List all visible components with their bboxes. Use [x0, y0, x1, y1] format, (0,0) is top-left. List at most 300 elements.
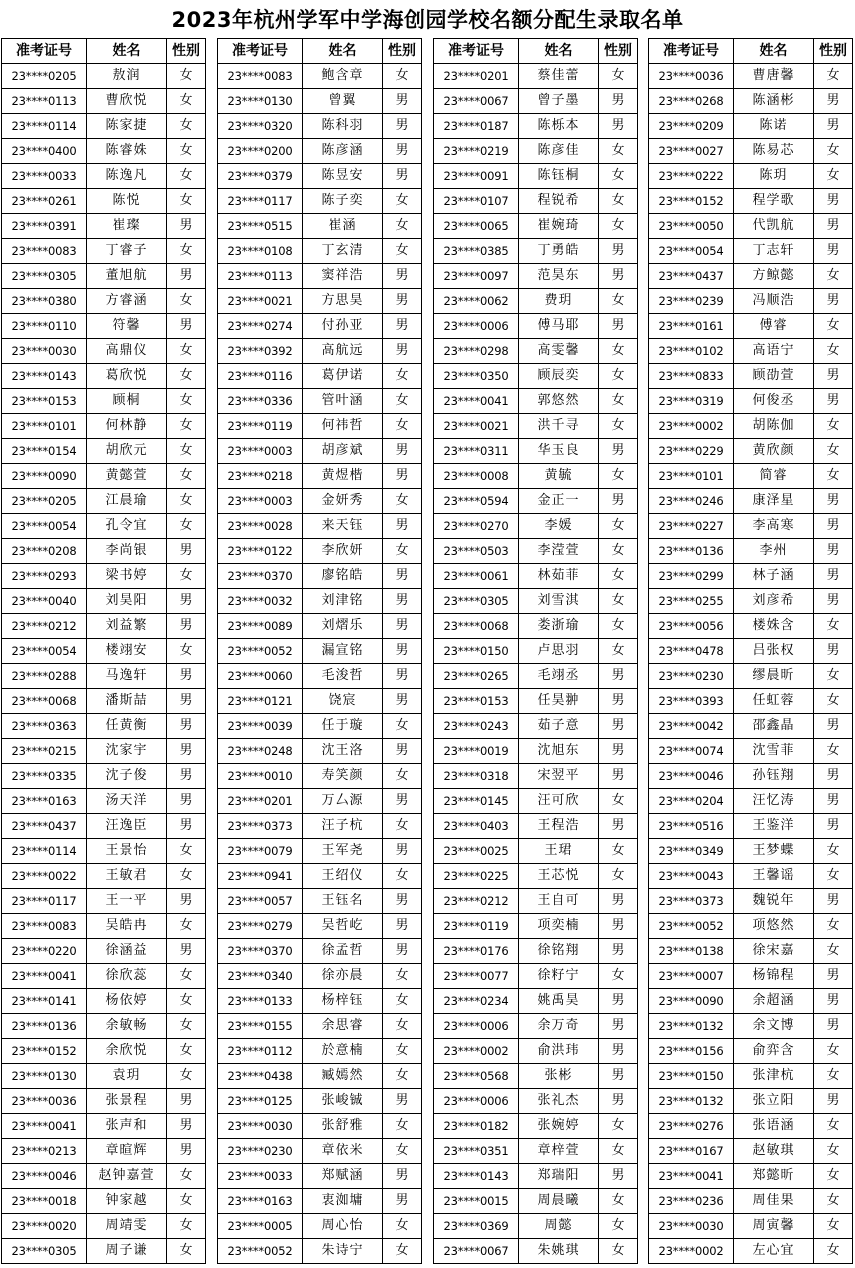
- gender-cell: 男: [814, 564, 853, 589]
- exam-id-cell: 23****0032: [218, 589, 303, 614]
- page-title: 2023年杭州学军中学海创园学校名额分配生录取名单: [171, 8, 684, 32]
- table-row: [2, 364, 206, 389]
- exam-id-cell: 23****0141: [2, 989, 87, 1014]
- exam-id-cell: 23****0594: [434, 489, 519, 514]
- table-row: [649, 89, 853, 114]
- exam-id-cell: 23****0054: [649, 239, 734, 264]
- student-name-cell: 符馨: [87, 314, 167, 339]
- gender-cell: 女: [167, 1239, 206, 1264]
- student-name-cell: 李媛: [519, 514, 599, 539]
- gender-cell: 男: [383, 1189, 422, 1214]
- table-row: [218, 764, 422, 789]
- exam-id-cell: 23****0320: [218, 114, 303, 139]
- gender-cell: 女: [167, 514, 206, 539]
- gender-cell: 男: [599, 114, 638, 139]
- gender-cell: 女: [814, 1139, 853, 1164]
- gender-cell: 男: [167, 264, 206, 289]
- student-name-cell: 俞洪玮: [519, 1039, 599, 1064]
- student-name-cell: 管叶涵: [303, 389, 383, 414]
- gender-cell: 男: [599, 239, 638, 264]
- student-name-cell: 刘熠乐: [303, 614, 383, 639]
- gender-cell: 男: [167, 314, 206, 339]
- table-row: [434, 464, 638, 489]
- student-name-cell: 程学歌: [734, 189, 814, 214]
- exam-id-cell: 23****0227: [649, 514, 734, 539]
- exam-id-cell: 23****0138: [649, 939, 734, 964]
- table-row: [2, 1089, 206, 1114]
- student-name-cell: 陈科羽: [303, 114, 383, 139]
- student-name-cell: 蔡佳蕾: [519, 64, 599, 89]
- student-name-cell: 廖铭皓: [303, 564, 383, 589]
- exam-id-cell: 23****0119: [218, 414, 303, 439]
- gender-cell: 男: [814, 389, 853, 414]
- exam-id-cell: 23****0403: [434, 814, 519, 839]
- table-row: [2, 114, 206, 139]
- table-row: [218, 139, 422, 164]
- table-row: [649, 1039, 853, 1064]
- gender-cell: 男: [599, 264, 638, 289]
- gender-cell: 女: [814, 864, 853, 889]
- gender-cell: 女: [167, 1039, 206, 1064]
- table-row: [434, 764, 638, 789]
- exam-id-cell: 23****0145: [434, 789, 519, 814]
- gender-cell: 女: [383, 864, 422, 889]
- exam-id-cell: 23****0107: [434, 189, 519, 214]
- gender-cell: 男: [167, 614, 206, 639]
- table-header-row: [649, 39, 853, 64]
- exam-id-cell: 23****0279: [218, 914, 303, 939]
- student-name-cell: 顾桐: [87, 389, 167, 414]
- table-row: [649, 664, 853, 689]
- student-name-cell: 丁勇皓: [519, 239, 599, 264]
- student-name-cell: 饶宸: [303, 689, 383, 714]
- table-row: [649, 689, 853, 714]
- exam-id-cell: 23****0050: [649, 214, 734, 239]
- exam-id-cell: 23****0022: [2, 864, 87, 889]
- exam-id-cell: 23****0027: [649, 139, 734, 164]
- exam-id-cell: 23****0042: [649, 714, 734, 739]
- exam-id-cell: 23****0020: [2, 1214, 87, 1239]
- student-name-cell: 傅马耶: [519, 314, 599, 339]
- exam-id-cell: 23****0010: [218, 764, 303, 789]
- table-row: [2, 514, 206, 539]
- gender-cell: 男: [814, 714, 853, 739]
- student-name-cell: 周靖雯: [87, 1214, 167, 1239]
- gender-cell: 女: [383, 414, 422, 439]
- exam-id-cell: 23****0234: [434, 989, 519, 1014]
- student-name-cell: 俞弈含: [734, 1039, 814, 1064]
- student-name-cell: 曾翼: [303, 89, 383, 114]
- table-row: [434, 1014, 638, 1039]
- exam-id-cell: 23****0008: [434, 464, 519, 489]
- exam-id-cell: 23****0133: [218, 989, 303, 1014]
- student-name-cell: 杨依婷: [87, 989, 167, 1014]
- student-name-cell: 张舒雅: [303, 1114, 383, 1139]
- exam-id-cell: 23****0230: [649, 664, 734, 689]
- student-name-cell: 王自可: [519, 889, 599, 914]
- student-name-cell: 张津杭: [734, 1064, 814, 1089]
- table-row: [2, 89, 206, 114]
- exam-id-cell: 23****0400: [2, 139, 87, 164]
- student-name-cell: 徐铭翔: [519, 939, 599, 964]
- student-name-cell: 黄欣颜: [734, 439, 814, 464]
- gender-cell: 女: [814, 439, 853, 464]
- gender-cell: 女: [167, 239, 206, 264]
- exam-id-cell: 23****0515: [218, 214, 303, 239]
- table-row: [2, 539, 206, 564]
- gender-cell: 女: [383, 1064, 422, 1089]
- student-name-cell: 林茹菲: [519, 564, 599, 589]
- student-name-cell: 顾劭萱: [734, 364, 814, 389]
- exam-id-cell: 23****0293: [2, 564, 87, 589]
- student-name-cell: 傅睿: [734, 314, 814, 339]
- exam-id-cell: 23****0152: [649, 189, 734, 214]
- exam-id-cell: 23****0265: [434, 664, 519, 689]
- gender-cell: 女: [599, 1114, 638, 1139]
- student-name-cell: 任昊翀: [519, 689, 599, 714]
- student-name-cell: 毛翊丞: [519, 664, 599, 689]
- table-row: [218, 1014, 422, 1039]
- exam-id-cell: 23****0030: [218, 1114, 303, 1139]
- table-row: [649, 189, 853, 214]
- gender-cell: 女: [599, 1189, 638, 1214]
- exam-id-cell: 23****0163: [218, 1189, 303, 1214]
- exam-id-cell: 23****0351: [434, 1139, 519, 1164]
- gender-cell: 女: [814, 314, 853, 339]
- gender-cell: 男: [383, 739, 422, 764]
- table-row: [434, 939, 638, 964]
- student-name-cell: 刘益繁: [87, 614, 167, 639]
- header-gender: 性别: [814, 39, 853, 64]
- exam-id-cell: 23****0143: [2, 364, 87, 389]
- gender-cell: 男: [167, 1089, 206, 1114]
- table-row: [218, 589, 422, 614]
- exam-id-cell: 23****0204: [649, 789, 734, 814]
- gender-cell: 男: [599, 939, 638, 964]
- exam-id-cell: 23****0136: [649, 539, 734, 564]
- exam-id-cell: 23****0030: [2, 339, 87, 364]
- student-name-cell: 江晨瑜: [87, 489, 167, 514]
- gender-cell: 男: [814, 514, 853, 539]
- student-name-cell: 魏锐年: [734, 889, 814, 914]
- exam-id-cell: 23****0102: [649, 339, 734, 364]
- exam-id-cell: 23****0019: [434, 739, 519, 764]
- student-name-cell: 简睿: [734, 464, 814, 489]
- gender-cell: 女: [383, 814, 422, 839]
- table-row: [434, 664, 638, 689]
- student-name-cell: 葛伊诺: [303, 364, 383, 389]
- exam-id-cell: 23****0112: [218, 1039, 303, 1064]
- table-row: [2, 389, 206, 414]
- student-name-cell: 王梦蝶: [734, 839, 814, 864]
- table-row: [649, 1164, 853, 1189]
- table-row: [218, 1064, 422, 1089]
- student-name-cell: 代凯航: [734, 214, 814, 239]
- table-row: [434, 139, 638, 164]
- student-name-cell: 陈栎本: [519, 114, 599, 139]
- exam-id-cell: 23****0153: [2, 389, 87, 414]
- table-row: [218, 289, 422, 314]
- exam-id-cell: 23****0208: [2, 539, 87, 564]
- table-row: [218, 839, 422, 864]
- table-row: [649, 414, 853, 439]
- header-exam-id: 准考证号: [218, 39, 303, 64]
- exam-id-cell: 23****0097: [434, 264, 519, 289]
- student-name-cell: 高雯馨: [519, 339, 599, 364]
- exam-id-cell: 23****0117: [2, 889, 87, 914]
- table-row: [434, 864, 638, 889]
- gender-cell: 男: [383, 164, 422, 189]
- exam-id-cell: 23****0318: [434, 764, 519, 789]
- student-name-cell: 刘彦希: [734, 589, 814, 614]
- exam-id-cell: 23****0061: [434, 564, 519, 589]
- student-name-cell: 徐亦晨: [303, 964, 383, 989]
- gender-cell: 男: [814, 289, 853, 314]
- table-row: [218, 939, 422, 964]
- exam-id-cell: 23****0305: [2, 264, 87, 289]
- student-name-cell: 邵鑫晶: [734, 714, 814, 739]
- table-row: [649, 489, 853, 514]
- gender-cell: 女: [814, 1039, 853, 1064]
- table-row: [2, 739, 206, 764]
- gender-cell: 女: [599, 189, 638, 214]
- student-name-cell: 李欣妍: [303, 539, 383, 564]
- exam-id-cell: 23****0065: [434, 214, 519, 239]
- gender-cell: 男: [383, 89, 422, 114]
- exam-id-cell: 23****0150: [434, 639, 519, 664]
- gender-cell: 女: [167, 189, 206, 214]
- gender-cell: 男: [167, 714, 206, 739]
- table-row: [2, 939, 206, 964]
- exam-id-cell: 23****0125: [218, 1089, 303, 1114]
- exam-id-cell: 23****0046: [649, 764, 734, 789]
- table-row: [434, 389, 638, 414]
- exam-id-cell: 23****0057: [218, 889, 303, 914]
- exam-id-cell: 23****0373: [649, 889, 734, 914]
- student-name-cell: 康泽星: [734, 489, 814, 514]
- gender-cell: 女: [599, 339, 638, 364]
- student-name-cell: 章依米: [303, 1139, 383, 1164]
- table-row: [2, 339, 206, 364]
- student-name-cell: 徐欣蕊: [87, 964, 167, 989]
- table-row: [2, 414, 206, 439]
- exam-id-cell: 23****0033: [218, 1164, 303, 1189]
- table-row: [218, 664, 422, 689]
- table-row: [2, 839, 206, 864]
- gender-cell: 男: [383, 314, 422, 339]
- table-row: [218, 314, 422, 339]
- gender-cell: 男: [383, 439, 422, 464]
- gender-cell: 女: [167, 114, 206, 139]
- student-name-cell: 张礼杰: [519, 1089, 599, 1114]
- student-name-cell: 郭悠然: [519, 389, 599, 414]
- exam-id-cell: 23****0437: [2, 814, 87, 839]
- table-row: [434, 64, 638, 89]
- table-row: [434, 639, 638, 664]
- gender-cell: 女: [814, 164, 853, 189]
- gender-cell: 女: [383, 239, 422, 264]
- table-row: [434, 539, 638, 564]
- gender-cell: 女: [814, 64, 853, 89]
- table-row: [218, 164, 422, 189]
- exam-id-cell: 23****0114: [2, 114, 87, 139]
- table-row: [649, 214, 853, 239]
- exam-id-cell: 23****0212: [2, 614, 87, 639]
- exam-id-cell: 23****0150: [649, 1064, 734, 1089]
- gender-cell: 女: [814, 1164, 853, 1189]
- table-row: [434, 339, 638, 364]
- exam-id-cell: 23****0276: [649, 1114, 734, 1139]
- table-header-row: [434, 39, 638, 64]
- gender-cell: 女: [599, 64, 638, 89]
- gender-cell: 女: [167, 639, 206, 664]
- table-row: [2, 1214, 206, 1239]
- student-name-cell: 胡陈伽: [734, 414, 814, 439]
- student-name-cell: 陈彦涵: [303, 139, 383, 164]
- exam-id-cell: 23****0299: [649, 564, 734, 589]
- gender-cell: 男: [167, 939, 206, 964]
- gender-cell: 女: [167, 1014, 206, 1039]
- student-name-cell: 李高寒: [734, 514, 814, 539]
- exam-id-cell: 23****0067: [434, 89, 519, 114]
- gender-cell: 男: [599, 89, 638, 114]
- student-name-cell: 徐宋嘉: [734, 939, 814, 964]
- table-row: [434, 114, 638, 139]
- table-row: [434, 189, 638, 214]
- header-exam-id: 准考证号: [2, 39, 87, 64]
- exam-id-cell: 23****0132: [649, 1089, 734, 1114]
- student-name-cell: 王鉴洋: [734, 814, 814, 839]
- gender-cell: 男: [383, 564, 422, 589]
- gender-cell: 女: [167, 989, 206, 1014]
- exam-id-cell: 23****0083: [2, 239, 87, 264]
- gender-cell: 男: [814, 364, 853, 389]
- exam-id-cell: 23****0041: [434, 389, 519, 414]
- exam-id-cell: 23****0006: [434, 314, 519, 339]
- student-name-cell: 刘津铭: [303, 589, 383, 614]
- exam-id-cell: 23****0041: [2, 964, 87, 989]
- gender-cell: 女: [383, 389, 422, 414]
- gender-cell: 女: [167, 489, 206, 514]
- student-name-cell: 葛欣悦: [87, 364, 167, 389]
- table-row: [2, 1064, 206, 1089]
- exam-id-cell: 23****0003: [218, 489, 303, 514]
- exam-id-cell: 23****0391: [2, 214, 87, 239]
- table-row: [2, 714, 206, 739]
- exam-id-cell: 23****0117: [218, 189, 303, 214]
- table-row: [649, 514, 853, 539]
- gender-cell: 女: [383, 989, 422, 1014]
- student-name-cell: 陈彦佳: [519, 139, 599, 164]
- table-row: [649, 939, 853, 964]
- exam-id-cell: 23****0052: [649, 914, 734, 939]
- gender-cell: 女: [383, 964, 422, 989]
- gender-cell: 女: [599, 539, 638, 564]
- table-row: [434, 839, 638, 864]
- table-row: [2, 189, 206, 214]
- student-name-cell: 梁书婷: [87, 564, 167, 589]
- student-name-cell: 王军尧: [303, 839, 383, 864]
- table-row: [218, 614, 422, 639]
- table-row: [2, 489, 206, 514]
- student-name-cell: 章梓萱: [519, 1139, 599, 1164]
- exam-id-cell: 23****0941: [218, 864, 303, 889]
- gender-cell: 男: [599, 489, 638, 514]
- gender-cell: 男: [167, 689, 206, 714]
- gender-cell: 女: [599, 789, 638, 814]
- exam-id-cell: 23****0201: [434, 64, 519, 89]
- student-name-cell: 郑懿昕: [734, 1164, 814, 1189]
- table-row: [434, 164, 638, 189]
- table-row: [2, 789, 206, 814]
- student-name-cell: 缪晨昕: [734, 664, 814, 689]
- student-name-cell: 张峻铖: [303, 1089, 383, 1114]
- student-name-cell: 范昊东: [519, 264, 599, 289]
- student-name-cell: 朱诗宁: [303, 1239, 383, 1264]
- exam-id-cell: 23****0288: [2, 664, 87, 689]
- exam-id-cell: 23****0039: [218, 714, 303, 739]
- table-row: [649, 989, 853, 1014]
- table-row: [2, 689, 206, 714]
- student-name-cell: 王钰名: [303, 889, 383, 914]
- student-name-cell: 周心怡: [303, 1214, 383, 1239]
- gender-cell: 女: [167, 339, 206, 364]
- gender-cell: 女: [383, 1139, 422, 1164]
- table-row: [218, 639, 422, 664]
- exam-id-cell: 23****0136: [2, 1014, 87, 1039]
- table-row: [649, 464, 853, 489]
- student-name-cell: 余文博: [734, 1014, 814, 1039]
- student-name-cell: 何林静: [87, 414, 167, 439]
- gender-cell: 女: [814, 739, 853, 764]
- student-name-cell: 沈家宇: [87, 739, 167, 764]
- table-row: [434, 414, 638, 439]
- gender-cell: 男: [383, 514, 422, 539]
- student-name-cell: 胡彦斌: [303, 439, 383, 464]
- table-row: [218, 1039, 422, 1064]
- exam-id-cell: 23****0261: [2, 189, 87, 214]
- table-row: [2, 639, 206, 664]
- table-row: [649, 1189, 853, 1214]
- table-row: [2, 214, 206, 239]
- gender-cell: 男: [814, 639, 853, 664]
- student-name-cell: 曹唐馨: [734, 64, 814, 89]
- table-row: [649, 789, 853, 814]
- exam-id-cell: 23****0040: [2, 589, 87, 614]
- exam-id-cell: 23****0090: [649, 989, 734, 1014]
- gender-cell: 女: [814, 614, 853, 639]
- student-name-cell: 高鼎仪: [87, 339, 167, 364]
- gender-cell: 女: [599, 639, 638, 664]
- table-row: [649, 289, 853, 314]
- student-name-cell: 郑赋涵: [303, 1164, 383, 1189]
- gender-cell: 男: [814, 189, 853, 214]
- exam-id-cell: 23****0091: [434, 164, 519, 189]
- gender-cell: 男: [167, 789, 206, 814]
- student-name-cell: 陈家捷: [87, 114, 167, 139]
- gender-cell: 男: [599, 664, 638, 689]
- table-row: [218, 489, 422, 514]
- student-name-cell: 余欣悦: [87, 1039, 167, 1064]
- table-row: [2, 564, 206, 589]
- table-row: [218, 264, 422, 289]
- gender-cell: 男: [814, 214, 853, 239]
- gender-cell: 男: [599, 764, 638, 789]
- student-name-cell: 高语宁: [734, 339, 814, 364]
- table-row: [434, 614, 638, 639]
- gender-cell: 女: [383, 714, 422, 739]
- exam-id-cell: 23****0119: [434, 914, 519, 939]
